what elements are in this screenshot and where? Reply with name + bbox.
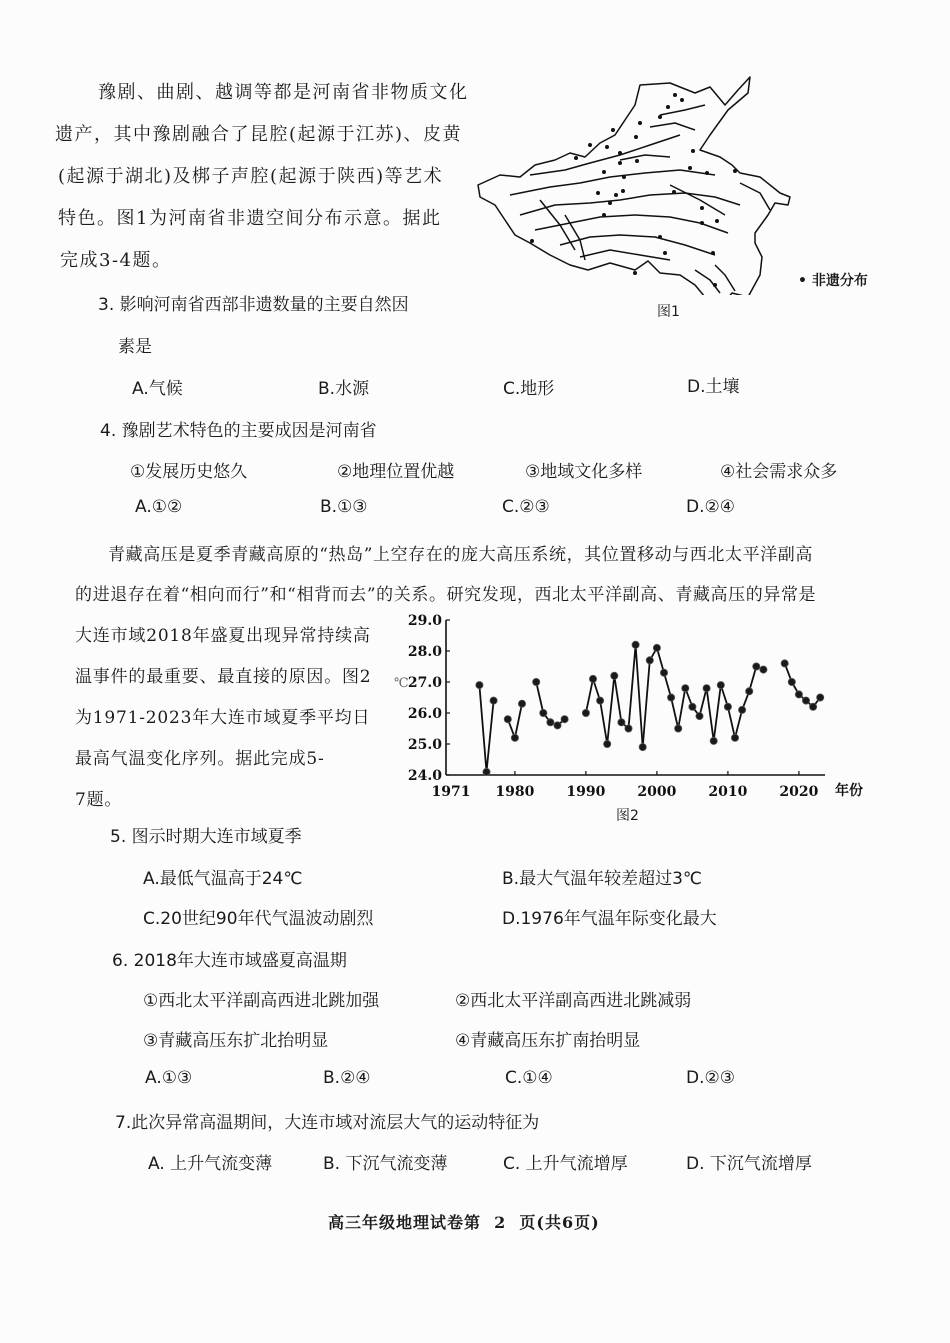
data-point	[547, 719, 554, 726]
figure-1-map	[470, 65, 890, 325]
data-point	[696, 713, 703, 720]
q3-option-a[interactable]: A.气候	[132, 379, 183, 399]
q5-option-a[interactable]: A.最低气温高于24℃	[143, 869, 303, 889]
data-point	[518, 700, 525, 707]
q4-statement-3: ③地域文化多样	[525, 462, 643, 482]
q5-stem: 5. 图示时期大连市域夏季	[110, 827, 302, 847]
data-point	[717, 682, 724, 689]
q4-stem: 4. 豫剧艺术特色的主要成因是河南省	[100, 421, 377, 441]
q6-option-a[interactable]: A.①③	[145, 1068, 193, 1088]
figure-1-caption: 图1	[657, 304, 680, 320]
x-tick-label: 2020	[779, 784, 819, 800]
q6-option-b[interactable]: B.②④	[323, 1068, 371, 1088]
q4-statement-4: ④社会需求众多	[720, 462, 838, 482]
q3-option-d[interactable]: D.土壤	[687, 377, 740, 397]
intro2-left-line: 最高气温变化序列。据此完成5-	[75, 749, 325, 769]
q6-stem: 6. 2018年大连市域盛夏高温期	[112, 951, 347, 971]
data-point	[561, 716, 568, 723]
intro2-line1: 青藏高压是夏季青藏高原的“热岛”上空存在的庞大高压系统，其位置移动与西北太平洋副高	[108, 545, 813, 565]
q6-option-c[interactable]: C.①④	[505, 1068, 553, 1088]
legend-dot-icon: •	[798, 273, 807, 289]
data-point	[618, 719, 625, 726]
legend-label: 非遗分布	[811, 273, 868, 289]
data-point	[731, 734, 738, 741]
q7-option-c[interactable]: C. 上升气流增厚	[503, 1154, 628, 1174]
data-point	[540, 709, 547, 716]
data-point	[582, 709, 589, 716]
intro2-left-line: 为1971-2023年大连市域夏季平均日	[75, 708, 371, 728]
data-point	[511, 734, 518, 741]
x-axis-label: 年份	[835, 783, 863, 799]
q5-option-d[interactable]: D.1976年气温年际变化最大	[502, 909, 717, 929]
x-tick-label: 1990	[566, 784, 606, 800]
data-point	[646, 657, 653, 664]
q6-statement-2: ②西北太平洋副高西进北跳减弱	[455, 991, 692, 1011]
data-point	[788, 678, 795, 685]
data-point	[597, 697, 604, 704]
data-point	[611, 672, 618, 679]
data-point	[660, 669, 667, 676]
data-point	[817, 694, 824, 701]
q6-option-d[interactable]: D.②③	[686, 1068, 735, 1088]
q4-statement-2: ②地理位置优越	[337, 462, 455, 482]
q7-stem: 7.此次异常高温期间，大连市域对流层大气的运动特征为	[115, 1113, 540, 1133]
data-point	[604, 740, 611, 747]
data-point	[810, 703, 817, 710]
intro1-line: 遗产，其中豫剧融合了昆腔(起源于江苏)、皮黄	[55, 124, 463, 145]
data-point	[710, 737, 717, 744]
data-point	[504, 716, 511, 723]
q6-statement-4: ④青藏高压东扩南抬明显	[455, 1031, 641, 1051]
q3-stem-line2: 素是	[118, 337, 152, 357]
data-point	[639, 744, 646, 751]
y-tick-label: 29.0	[407, 613, 442, 629]
data-point	[490, 697, 497, 704]
data-point	[554, 722, 561, 729]
y-tick-label: 28.0	[407, 644, 442, 660]
data-point	[760, 666, 767, 673]
x-tick-label: 1971	[431, 784, 471, 800]
data-point	[625, 725, 632, 732]
data-point	[668, 694, 675, 701]
data-point	[703, 685, 710, 692]
y-axis-label: ℃	[394, 676, 409, 691]
q5-option-b[interactable]: B.最大气温年较差超过3℃	[502, 869, 702, 889]
intro2-line2: 的进退存在着“相向而行”和“相背而去”的关系。研究发现，西北太平洋副高、青藏高压的异常是	[75, 585, 817, 605]
intro2-left-line: 温事件的最重要、最直接的原因。图2	[75, 667, 372, 687]
data-point	[632, 641, 639, 648]
x-tick-label: 2000	[637, 784, 677, 800]
x-tick-label: 2010	[708, 784, 748, 800]
data-point	[739, 706, 746, 713]
q3-option-c[interactable]: C.地形	[503, 379, 555, 399]
data-point	[682, 685, 689, 692]
data-point	[483, 768, 490, 775]
data-point	[746, 688, 753, 695]
data-point	[689, 703, 696, 710]
henan-map-illustration	[470, 65, 890, 295]
data-point	[795, 691, 802, 698]
intro1-line: 特色。图1为河南省非遗空间分布示意。据此	[58, 208, 442, 229]
data-point	[753, 663, 760, 670]
q6-statement-3: ③青藏高压东扩北抬明显	[143, 1031, 329, 1051]
q4-option-c[interactable]: C.②③	[502, 497, 550, 517]
y-tick-label: 24.0	[407, 768, 442, 784]
data-point	[802, 697, 809, 704]
data-point	[781, 660, 788, 667]
q4-option-b[interactable]: B.①③	[320, 497, 368, 517]
data-point	[653, 644, 660, 651]
q4-statement-1: ①发展历史悠久	[130, 462, 248, 482]
data-point	[724, 703, 731, 710]
q6-statement-1: ①西北太平洋副高西进北跳加强	[143, 991, 380, 1011]
figure-2-caption: 图2	[616, 808, 639, 824]
y-tick-label: 26.0	[407, 706, 442, 722]
q7-option-a[interactable]: A. 上升气流变薄	[148, 1154, 273, 1174]
q5-option-c[interactable]: C.20世纪90年代气温波动剧烈	[143, 909, 374, 929]
y-tick-label: 27.0	[407, 675, 442, 691]
intro1-line: 豫剧、曲剧、越调等都是河南省非物质文化	[98, 82, 469, 103]
y-tick-label: 25.0	[407, 737, 442, 753]
intro2-left-line: 7题。	[75, 790, 123, 810]
page-footer: 高三年级地理试卷第 2 页(共6页)	[328, 1213, 600, 1232]
intro1-line: 完成3-4题。	[60, 250, 172, 271]
q7-option-d[interactable]: D. 下沉气流增厚	[686, 1154, 812, 1174]
q4-option-a[interactable]: A.①②	[135, 497, 183, 517]
q4-option-d[interactable]: D.②④	[686, 497, 735, 517]
temperature-line-chart	[380, 605, 880, 825]
x-tick-label: 1980	[495, 784, 535, 800]
data-point	[533, 678, 540, 685]
intro2-left-line: 大连市域2018年盛夏出现异常持续高	[75, 626, 371, 646]
map-legend	[798, 270, 868, 290]
q3-stem-line1: 3. 影响河南省西部非遗数量的主要自然因	[98, 295, 409, 315]
q3-option-b[interactable]: B.水源	[318, 379, 370, 399]
data-point	[675, 725, 682, 732]
figure-2-chart	[380, 605, 880, 825]
intro1-line: (起源于湖北)及梆子声腔(起源于陕西)等艺术	[58, 166, 444, 187]
data-point	[476, 682, 483, 689]
q7-option-b[interactable]: B. 下沉气流变薄	[323, 1154, 448, 1174]
data-point	[589, 675, 596, 682]
